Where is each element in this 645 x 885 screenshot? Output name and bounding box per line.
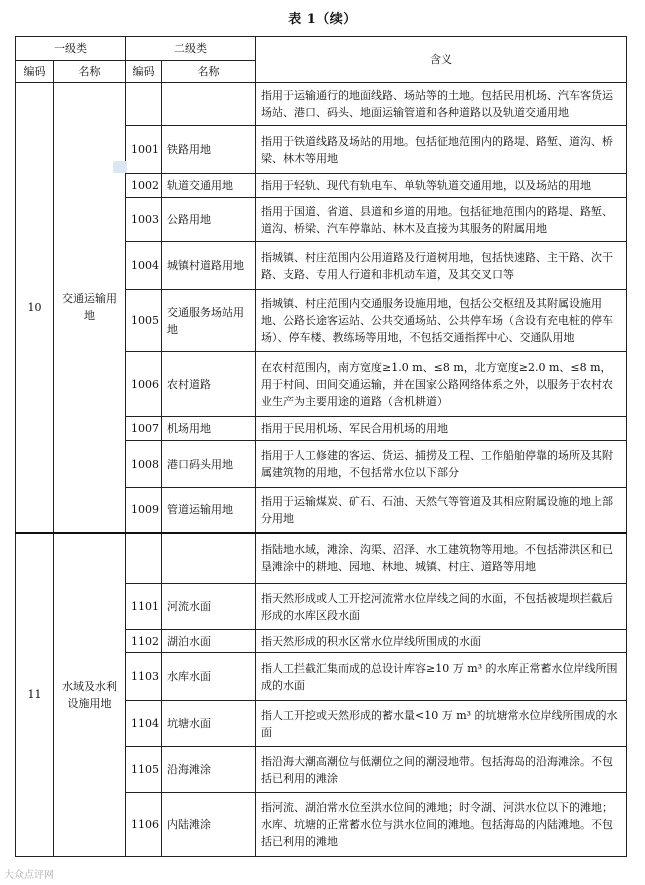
- watermark: 大众点评网: [4, 870, 54, 881]
- level2-code: 1001: [126, 126, 162, 174]
- level2-name: 公路用地: [162, 198, 256, 242]
- level2-name: 城镇村道路用地: [162, 242, 256, 290]
- meaning-cell: 指陆地水域，滩涂、沟渠、沼泽、水工建筑物等用地。不包括滞洪区和已垦滩涂中的耕地、园地、林地、城镇、村庄、道路等用地: [256, 533, 627, 584]
- level2-name: 坑塘水面: [162, 701, 256, 747]
- level2-name: 内陆滩涂: [162, 793, 256, 857]
- land-use-classification-table: [15, 36, 627, 857]
- level2-name: 铁路用地: [162, 126, 256, 174]
- meaning-cell: 在农村范围内，南方宽度≥1.0 m、≤8 m，北方宽度≥2.0 m、≤8 m，用于村间、田间交通运输，并在国家公路网络体系之外，以服务于农村农业生产为主要用途的道路（含机耕道）: [256, 352, 627, 417]
- level2-code: 1008: [126, 441, 162, 488]
- header-level1-code: 编码: [16, 61, 54, 83]
- meaning-cell: 指城镇、村庄范围内交通服务设施用地，包括公交枢纽及其附属设施用地、公路长途客运站、公共交通场站、公共停车场（含设有充电桩的停车场）、停车楼、教练场等用地，不包括交通指挥中心、交通队用地: [256, 290, 627, 352]
- header-level1: 一级类: [16, 37, 126, 61]
- level2-code: 1004: [126, 242, 162, 290]
- meaning-cell: 指用于铁道线路及场站的用地。包括征地范围内的路堤、路堑、道沟、桥梁、林木等用地: [256, 126, 627, 174]
- level2-code: 1106: [126, 793, 162, 857]
- level2-name: 港口码头用地: [162, 441, 256, 488]
- meaning-cell: 指用于人工修建的客运、货运、捕捞及工程、工作船舶停靠的场所及其附属建筑物的用地，不包括常水位以下部分: [256, 441, 627, 488]
- header-level2: 二级类: [126, 37, 256, 61]
- meaning-cell: 指沿海大潮高潮位与低潮位之间的潮浸地带。包括海岛的沿海滩涂。不包括已利用的滩涂: [256, 747, 627, 793]
- meaning-cell: 指用于运输通行的地面线路、场站等的土地。包括民用机场、汽车客货运场站、港口、码头、地面运输管道和各种道路以及轨道交通用地: [256, 83, 627, 126]
- meaning-cell: 指人工开挖或天然形成的蓄水量<10 万 m³ 的坑塘常水位岸线所围成的水面: [256, 701, 627, 747]
- level2-name: 河流水面: [162, 584, 256, 630]
- level2-name: 水库水面: [162, 653, 256, 701]
- level2-code: 1003: [126, 198, 162, 242]
- meaning-cell: 指人工拦截汇集而成的总设计库容≥10 万 m³ 的水库正常蓄水位岸线所围成的水面: [256, 653, 627, 701]
- header-level1-name: 名称: [54, 61, 126, 83]
- level2-code: 1006: [126, 352, 162, 417]
- level2-code: 1009: [126, 488, 162, 533]
- meaning-cell: 指天然形成或人工开挖河流常水位岸线之间的水面，不包括被堤坝拦截后形成的水库区段水面: [256, 584, 627, 630]
- level2-name: [162, 533, 256, 584]
- table-row: [16, 533, 627, 584]
- level2-code: 1104: [126, 701, 162, 747]
- level1-name: 水域及水利设施用地: [54, 533, 126, 857]
- level2-name: [162, 83, 256, 126]
- table-row: [16, 83, 627, 126]
- level2-name: 机场用地: [162, 417, 256, 441]
- level2-name: 轨道交通用地: [162, 174, 256, 198]
- level1-code: 11: [16, 533, 54, 857]
- header-meaning: 含义: [256, 37, 627, 83]
- meaning-cell: 指城镇、村庄范围内公用道路及行道树用地，包括快速路、主干路、次干路、支路、专用人行道和非机动车道，及其交叉口等: [256, 242, 627, 290]
- level2-code: 1103: [126, 653, 162, 701]
- watermark-logo-icon: [113, 161, 127, 173]
- level2-code: 1102: [126, 630, 162, 653]
- level2-code: 1105: [126, 747, 162, 793]
- meaning-cell: 指用于运输煤炭、矿石、石油、天然气等管道及其相应附属设施的地上部分用地: [256, 488, 627, 533]
- level2-name: 沿海滩涂: [162, 747, 256, 793]
- level2-code: 1101: [126, 584, 162, 630]
- meaning-cell: 指用于国道、省道、县道和乡道的用地。包括征地范围内的路堤、路堑、道沟、桥梁、汽车停靠站、林木及直接为其服务的附属用地: [256, 198, 627, 242]
- meaning-cell: 指用于民用机场、军民合用机场的用地: [256, 417, 627, 441]
- level2-name: 管道运输用地: [162, 488, 256, 533]
- level2-code: 1002: [126, 174, 162, 198]
- meaning-cell: 指用于轻轨、现代有轨电车、单轨等轨道交通用地，以及场站的用地: [256, 174, 627, 198]
- page-title: 表 1（续）: [288, 12, 357, 27]
- level2-code: [126, 83, 162, 126]
- level2-name: 农村道路: [162, 352, 256, 417]
- header-level2-code: 编码: [126, 61, 162, 83]
- level2-code: [126, 533, 162, 584]
- level1-name: 交通运输用地: [54, 83, 126, 533]
- level2-name: 湖泊水面: [162, 630, 256, 653]
- level2-code: 1007: [126, 417, 162, 441]
- meaning-cell: 指天然形成的积水区常水位岸线所围成的水面: [256, 630, 627, 653]
- level2-code: 1005: [126, 290, 162, 352]
- level1-code: 10: [16, 83, 54, 533]
- header-level2-name: 名称: [162, 61, 256, 83]
- level2-name: 交通服务场站用地: [162, 290, 256, 352]
- meaning-cell: 指河流、湖泊常水位至洪水位间的滩地；时令湖、河洪水位以下的滩地；水库、坑塘的正常蓄水位与洪水位间的滩地。包括海岛的内陆滩地。不包括已利用的滩地: [256, 793, 627, 857]
